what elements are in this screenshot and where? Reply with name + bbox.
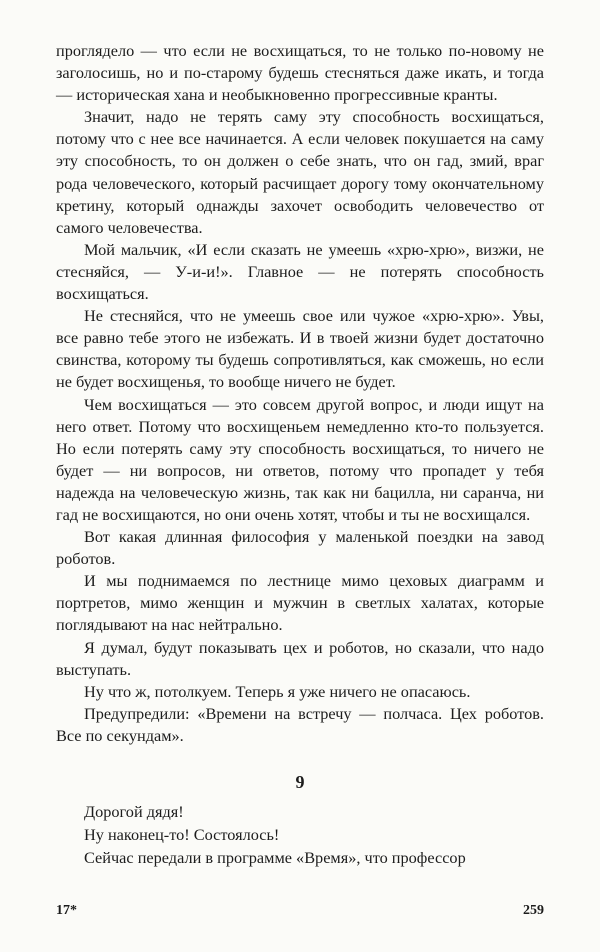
paragraph: Мой мальчик, «И если сказать не умеешь «хрю-хрю», визжи, не стесняйся, — У-и-и!». Главное — не потерять способность восхищаться. — [56, 239, 544, 304]
paragraph: Значит, надо не терять саму эту способность восхищаться, потому что с нее все начинается. А если человек покушается на саму эту способность, то он должен о себе знать, что он гад, змий, враг рода человеческого, который расчищает дорогу тому окончательному кретину, который однажды захочет освободить человечество от самого человечества. — [56, 107, 544, 237]
paragraph: Не стесняйся, что не умеешь свое или чужое «хрю-хрю». Увы, все равно тебе этого не избежать. И в твоей жизни будет достаточно свинства, которому ты будешь сопротивляться, как сможешь, но если не будет восхищенья, то вообще ничего не будет. — [56, 306, 544, 392]
paragraph: Чем восхищаться — это совсем другой вопрос, и люди ищут на него ответ. Потому что восхищеньем немедленно кто-то пользуется. Но если потерять саму эту способность восхищаться, то ничего не будет — ни вопросов, ни ответов, потому что пропадет у тебя надежда на человеческую жизнь, так как ни бацилла, ни саранча, ни гад не восхищаются, но они очень хотят, чтобы и ты не восхищался. — [56, 394, 544, 524]
paragraph: Вот какая длинная философия у маленькой поездки на завод роботов. — [56, 527, 544, 569]
letter-text — [56, 800, 544, 869]
chapter-number: 9 — [295, 772, 305, 792]
letter-line: Сейчас передали в программе «Время», что профессор — [84, 848, 466, 867]
paragraph: Я думал, будут показывать цех и роботов, но сказали, что надо выступать. — [56, 637, 544, 679]
body-text — [56, 40, 544, 747]
paragraph: Предупредили: «Времени на встречу — полчаса. Цех роботов. Все по секундам». — [56, 703, 544, 745]
letter-line: Дорогой дядя! — [84, 802, 184, 821]
letter-line: Ну наконец-то! Состоялось! — [84, 825, 280, 844]
paragraph: И мы поднимаемся по лестнице мимо цеховых диаграмм и портретов, мимо женщин и мужчин в светлых халатах, которые поглядывают на нас нейтрально. — [56, 571, 544, 635]
page-number: 259 — [523, 903, 544, 918]
paragraph: проглядело — что если не восхищаться, то не только по-новому не заголосишь, но и по-старому будешь стесняться даже икать, и тогда — историческая хана и необыкновенно прогрессивные кранты. — [56, 41, 544, 105]
printer-signature: 17* — [56, 903, 77, 918]
paragraph: Ну что ж, потолкуем. Теперь я уже ничего не опасаюсь. — [84, 681, 471, 701]
